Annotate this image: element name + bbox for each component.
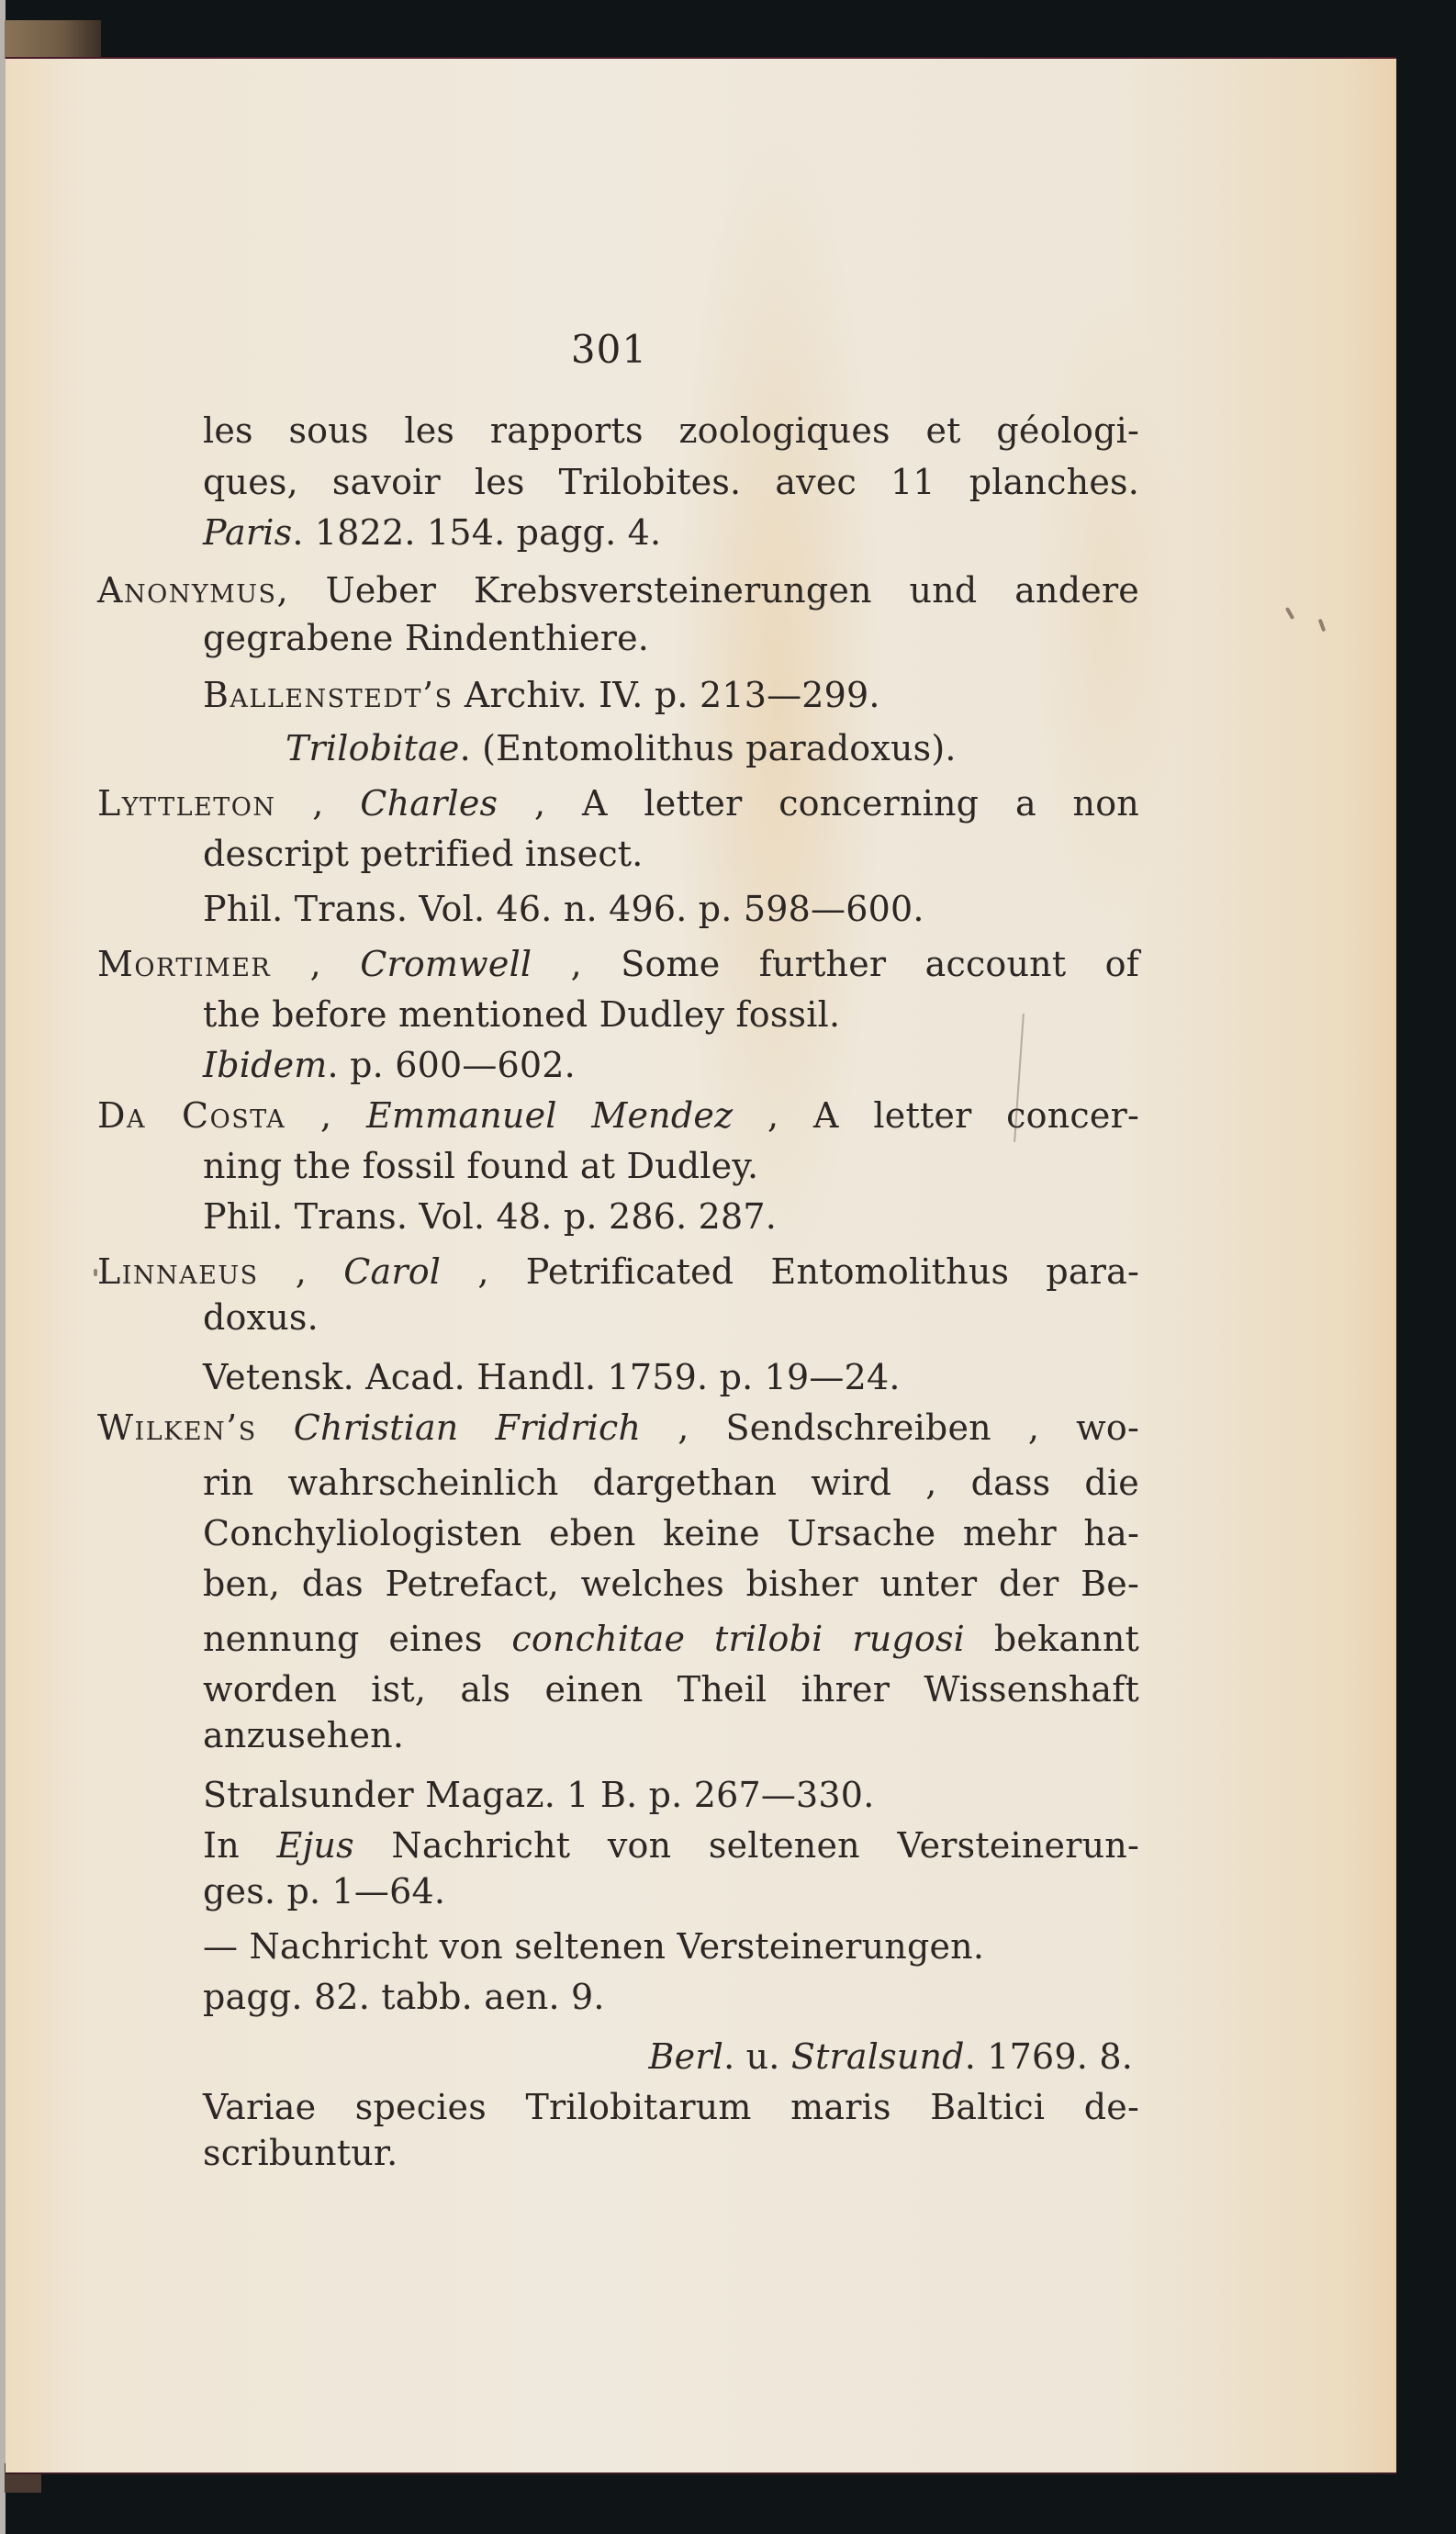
text-span: . u. [723, 2036, 791, 2077]
reference-rest: . (Entomolithus paradoxus). [459, 728, 957, 768]
reference-line: Phil. Trans. Vol. 48. p. 286. 287. [203, 1196, 778, 1237]
text-line: ges. p. 1—64. [203, 1871, 446, 1912]
imprint-line [6, 2036, 1133, 2077]
entry-title: , Ueber Krebsversteinerungen und andere [276, 570, 1139, 611]
author-name: Linnaeus [97, 1251, 259, 1292]
text-line: Conchyliologisten eben keine Ursache mehr ha- [203, 1513, 1139, 1553]
text-line: the before mentioned Dudley fossil. [203, 994, 841, 1035]
author-first-name: Christian Fridrich [256, 1407, 642, 1448]
book-page [6, 57, 1396, 2474]
paper-speck [94, 1269, 97, 1276]
entry-title: , Some further account of [532, 944, 1139, 984]
reference-rest: . p. 600—602. [327, 1045, 576, 1085]
text-line: doxus. [203, 1297, 319, 1338]
author-name: Anonymus [97, 570, 277, 611]
paper-speck [1285, 607, 1294, 620]
entry-lyttleton [97, 783, 1139, 824]
separator: , [258, 1251, 344, 1292]
text-line: worden ist, als einen Theil ihrer Wissenshaft [203, 1669, 1139, 1710]
ejus-italic: Ejus [276, 1825, 354, 1866]
author-first-name: Charles [360, 783, 498, 824]
reference-line [203, 1045, 576, 1085]
separator: , [271, 944, 361, 984]
text-line [203, 1825, 1139, 1866]
text-line: descript petrified insect. [203, 834, 644, 874]
entry-linnaeus [97, 1251, 1139, 1292]
entry-anonymus [97, 570, 1139, 611]
paper-speck [1318, 619, 1327, 633]
text-span: nennung eines [203, 1619, 512, 1659]
text-span: bekannt [965, 1619, 1140, 1659]
text-line: les sous les rapports zoologiques et géologi- [203, 410, 1139, 451]
entry-mortimer [97, 944, 1139, 984]
text-line: anzusehen. [203, 1715, 405, 1755]
entry-wilken [97, 1407, 1139, 1448]
page-number: 301 [570, 327, 648, 372]
imprint-rest: . 1822. 154. pagg. 4. [292, 512, 662, 553]
text-line: scribuntur. [203, 2133, 398, 2173]
text-span: Nachricht von seltenen Versteinerun- [353, 1825, 1139, 1866]
reference-line [203, 675, 880, 715]
text-span: . 1769. 8. [964, 2036, 1133, 2077]
reference-line: Stralsunder Magaz. 1 B. p. 267—330. [203, 1775, 875, 1815]
text-line: ning the fossil found at Dudley. [203, 1146, 759, 1186]
imprint-line [203, 512, 662, 553]
author-first-name: Cromwell [360, 944, 532, 984]
entry-title: , Petrificated Entomolithus para- [441, 1251, 1139, 1292]
place-italic: Paris [203, 512, 293, 553]
text-line [203, 1619, 1140, 1659]
entry-title: , A letter concer- [733, 1095, 1139, 1136]
text-line: — Nachricht von seltenen Versteinerungen. [203, 1926, 985, 1967]
text-line: pagg. 82. tabb. aen. 9. [203, 1977, 605, 2017]
taxon-italic: Trilobitae [286, 728, 460, 768]
text-line: Variae species Trilobitarum maris Baltici de- [203, 2087, 1139, 2127]
text-line: rin wahrscheinlich dargethan wird , dass die [203, 1463, 1139, 1503]
reference-line [286, 728, 957, 768]
author-name: Wilken’s [97, 1407, 257, 1448]
separator: , [275, 783, 361, 824]
entry-da-costa [97, 1095, 1139, 1136]
author-name: Da Costa [97, 1095, 286, 1136]
entry-title: , A letter concerning a non [498, 783, 1139, 824]
separator: , [286, 1095, 366, 1136]
place-italic: Stralsund [790, 2036, 965, 2077]
author-name: Mortimer [97, 944, 272, 984]
reference-line: Vetensk. Acad. Handl. 1759. p. 19—24. [203, 1357, 901, 1397]
ibidem-italic: Ibidem [203, 1045, 328, 1085]
text-span: In [203, 1825, 277, 1866]
text-line: gegrabene Rindenthiere. [203, 618, 650, 658]
author-first-name: Emmanuel Mendez [366, 1095, 734, 1136]
reference-rest: Archiv. IV. p. 213—299. [453, 675, 880, 715]
place-italic: Berl [648, 2036, 724, 2077]
binding-tape-top [5, 20, 101, 59]
text-line: ques, savoir les Trilobites. avec 11 planches. [203, 462, 1139, 502]
taxon-italic: conchitae trilobi rugosi [511, 1619, 966, 1659]
reference-line: Phil. Trans. Vol. 46. n. 496. p. 598—600. [203, 889, 924, 929]
author-first-name: Carol [343, 1251, 442, 1292]
journal-author: Ballenstedt’s [203, 675, 454, 715]
entry-title: , Sendschreiben , wo- [641, 1407, 1139, 1448]
text-line: ben, das Petrefact, welches bisher unter der Be- [203, 1564, 1139, 1604]
author-name: Lyttleton [97, 783, 276, 824]
